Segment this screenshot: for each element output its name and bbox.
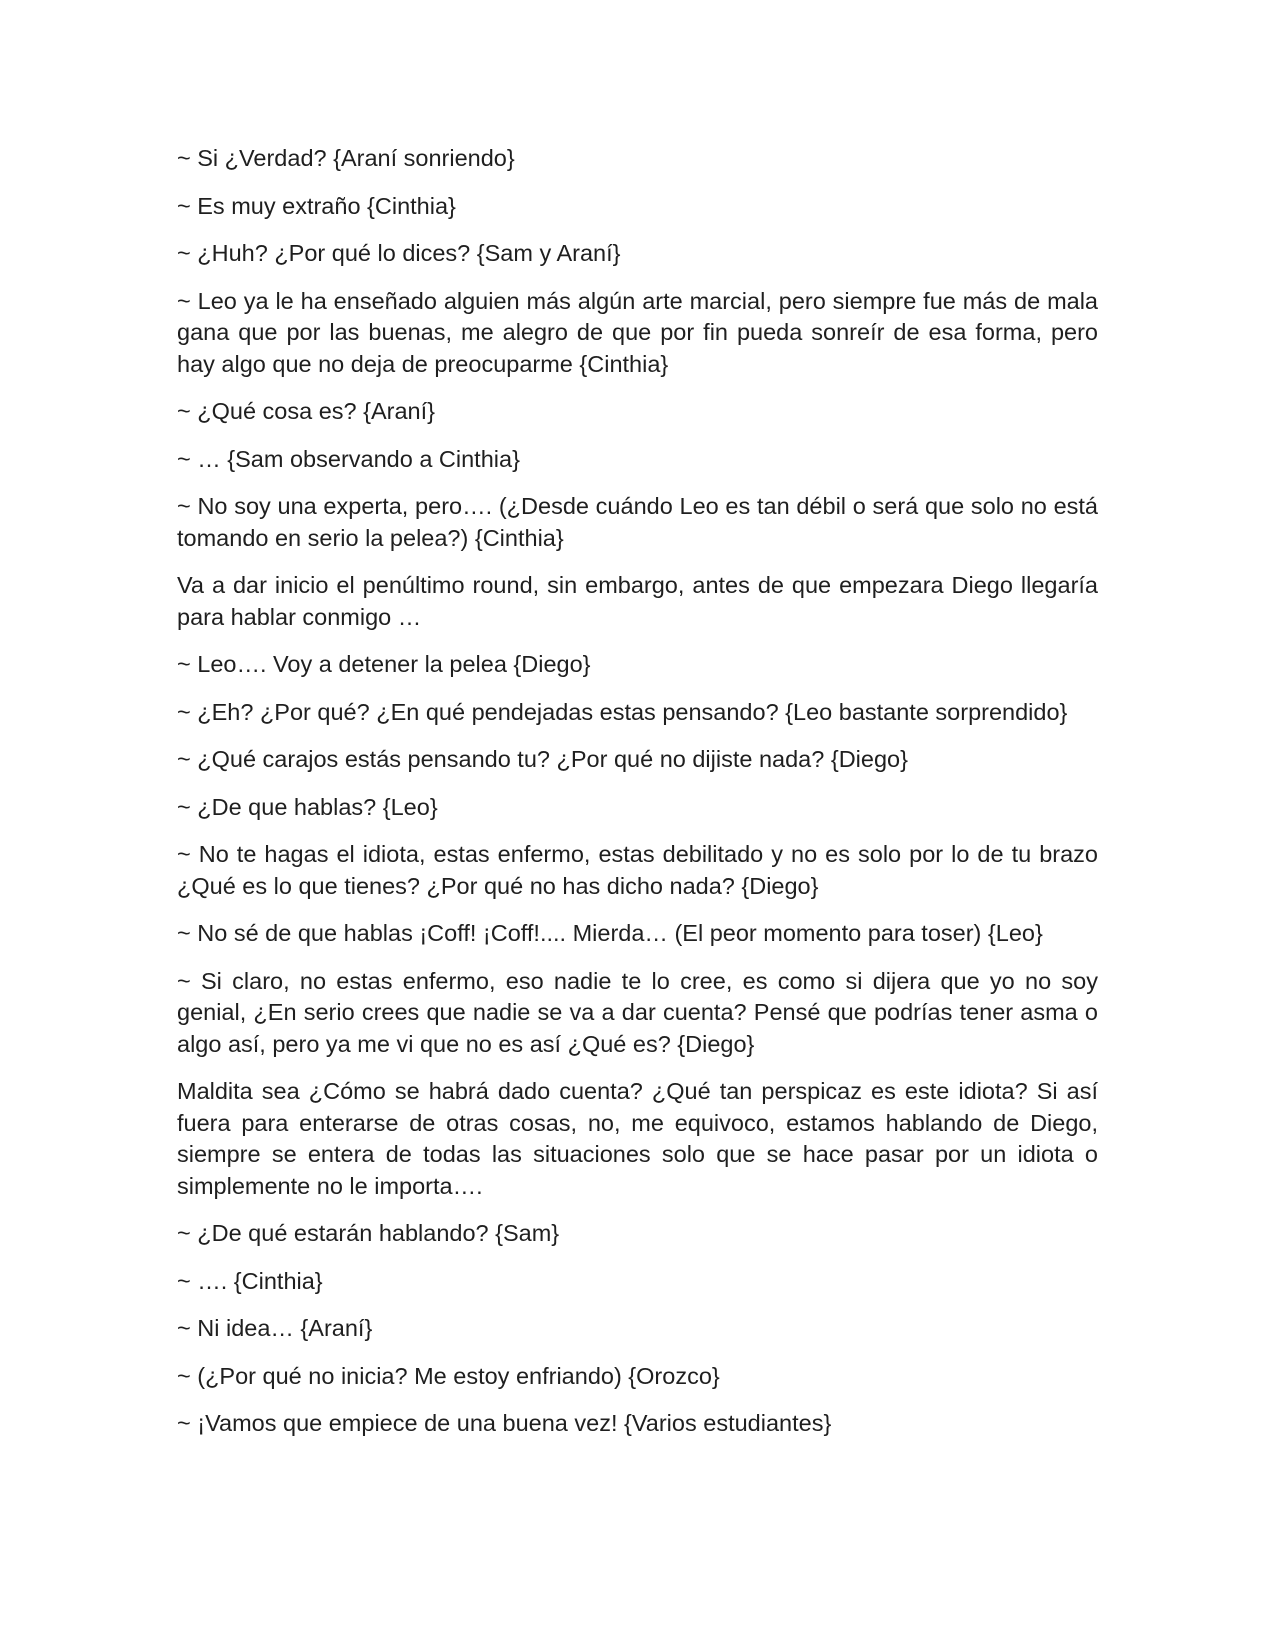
paragraph: ~ …. {Cinthia} — [177, 1267, 323, 1294]
paragraph: ~ Leo ya le ha enseñado alguien más algún arte marcial, pero siempre fue más de mala gana que por las buenas, me alegro de que por fin pueda sonreír de esa forma, pero hay algo que no deja de preocuparme {Cinthia} — [177, 287, 1098, 377]
paragraph: ~ Si ¿Verdad? {Araní sonriendo} — [177, 145, 515, 171]
paragraph: ~ ¿De que hablas? {Leo} — [177, 793, 438, 820]
paragraph: ~ ¡Vamos que empiece de una buena vez! {Varios estudiantes} — [177, 1410, 832, 1436]
paragraph: ~ ¿Huh? ¿Por qué lo dices? {Sam y Araní} — [177, 240, 621, 266]
paragraph: ~ ¿De qué estarán hablando? {Sam} — [177, 1220, 560, 1246]
paragraph: Va a dar inicio el penúltimo round, sin embargo, antes de que empezara Diego llegaría para hablar conmigo … — [177, 572, 1098, 630]
paragraph: ~ … {Sam observando a Cinthia} — [177, 445, 520, 472]
paragraph: ~ Ni idea… {Araní} — [177, 1315, 373, 1341]
paragraph: ~ ¿Qué carajos estás pensando tu? ¿Por qué no dijiste nada? {Diego} — [177, 746, 908, 772]
paragraph: ~ Es muy extraño {Cinthia} — [177, 192, 456, 219]
paragraph: ~ No sé de que hablas ¡Coff! ¡Coff!.... Mierda… (El peor momento para toser) {Leo} — [177, 920, 1043, 946]
paragraph: ~ ¿Qué cosa es? {Araní} — [177, 398, 436, 424]
paragraph: Maldita sea ¿Cómo se habrá dado cuenta? ¿Qué tan perspicaz es este idiota? Si así fuera para enterarse de otras cosas, no, me equivoco, estamos hablando de Diego, siempre se entera de todas las situaciones solo que se hace pasar por un idiota o simplemente no le importa…. — [177, 1078, 1098, 1199]
paragraph: ~ (¿Por qué no inicia? Me estoy enfriando) {Orozco} — [177, 1362, 720, 1389]
paragraph: ~ No te hagas el idiota, estas enfermo, estas debilitado y no es solo por lo de tu brazo ¿Qué es lo que tienes? ¿Por qué no has dicho nada? {Diego} — [177, 841, 1098, 899]
paragraph: ~ ¿Eh? ¿Por qué? ¿En qué pendejadas estas pensando? {Leo bastante sorprendido} — [177, 698, 1068, 725]
paragraph: ~ No soy una experta, pero…. (¿Desde cuándo Leo es tan débil o será que solo no está tomando en serio la pelea?) {Cinthia} — [177, 493, 1098, 551]
paragraph: ~ Leo…. Voy a detener la pelea {Diego} — [177, 651, 591, 677]
document-body — [177, 143, 1098, 1456]
paragraph: ~ Si claro, no estas enfermo, eso nadie te lo cree, es como si dijera que yo no soy genial, ¿En serio crees que nadie se va a dar cuenta? Pensé que podrías tener asma o algo así, pero ya me vi que no es así ¿Qué es? {Diego} — [177, 967, 1098, 1057]
